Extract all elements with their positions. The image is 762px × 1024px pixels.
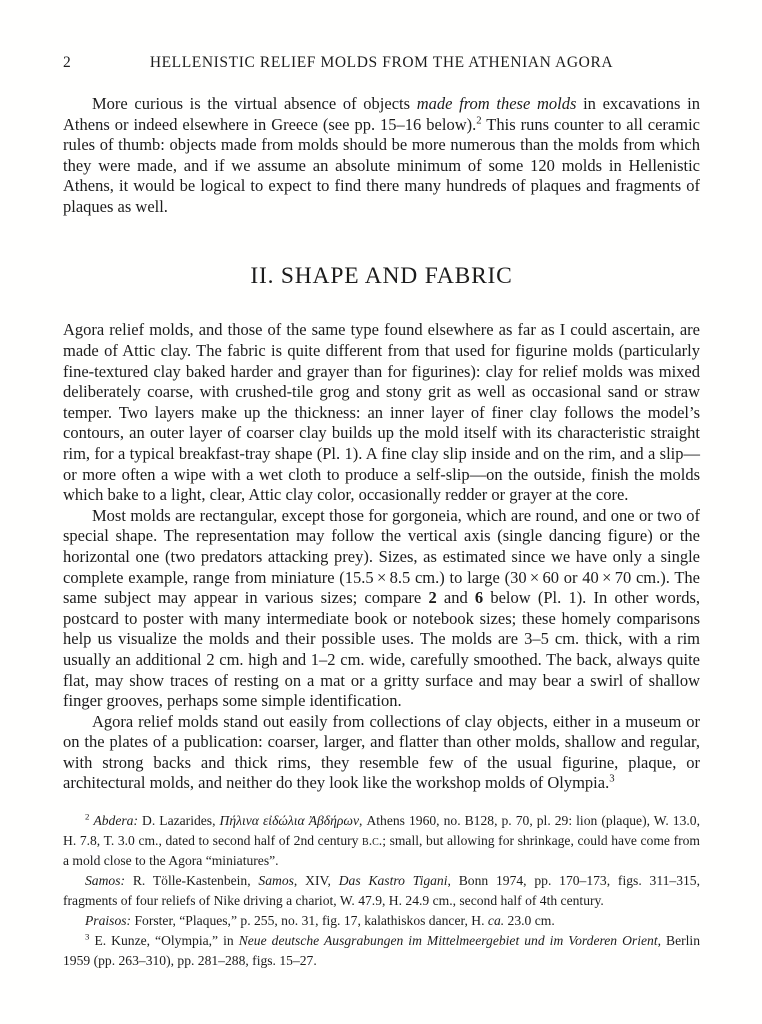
page-header — [63, 54, 700, 74]
paragraph-comparison: Agora relief molds stand out easily from collections of clay objects, either in a museum or on the plates of a publication: coarser, larger, and flatter than other molds, shallow and regular, with strong backs and thick rims, they resemble few of the usual figurine, plaque, or architectural molds, and neither do they look like the workshop molds of Olympia.$^3$ — [63, 711, 700, 793]
paragraph-shape-sizes: Most molds are rectangular, except those for gorgoneia, which are round, and one or two of special shape. The representation may follow the vertical axis (single dancing figure) or the horizontal one (two predators attacking prey). Sizes, as estimated since we have only a single complete example, range from miniature (15.5 × 8.5 cm.) to large (30 × 60 or 40 × 70 cm.). The same subject may appear in various sizes; compare 2 and 6 below (Pl. 1). In other words, postcard to poster with many intermediate book or notebook sizes; these homely comparisons help us visualize the molds and their possible uses. The molds are 3–5 cm. thick, with a rim usually an additional 2 cm. high and 1–2 cm. wide, carefully smoothed. The back, always quite flat, may show traces of resting on a mat or a gritty surface and may bear a swirl of shallow finger grooves, perhaps some simple identification. — [63, 505, 700, 711]
running-title: HELLENISTIC RELIEF MOLDS FROM THE ATHENIAN AGORA — [149, 54, 614, 71]
footnote-abdera: $^2$ Abdera: D. Lazarides, Πήλινα εἰδώλια Ἀβδήρων, Athens 1960, no. B128, p. 70, pl. 29: lion (plaque), W. 13.0, H. 7.8, T. 3.0 cm., dated to second half of 2nd century b.c.; small, but allowing for shrinkage, could have come from a mold close to the Agora “miniatures”. — [63, 811, 700, 869]
footnote-samos: Samos: R. Tölle-Kastenbein, Samos, XIV, Das Kastro Tigani, Bonn 1974, pp. 170–173, figs. 311–315, fragments of four reliefs of Nike driving a chariot, W. 47.9, H. 24.9 cm., second half of 4th century. — [63, 873, 700, 909]
footnote-kunze: $^3$ E. Kunze, “Olympia,” in Neue deutsche Ausgrabungen im Mittelmeergebiet und im Vorderen Orient, Berlin 1959 (pp. 263–310), pp. 281–288, figs. 15–27. — [63, 931, 701, 969]
section-heading: II. SHAPE AND FABRIC — [250, 262, 513, 289]
footnotes-block — [63, 811, 700, 971]
paragraph-fabric: Agora relief molds, and those of the same type found elsewhere as far as I could ascertain, are made of Attic clay. The fabric is quite different from that used for figurine molds (particularly fine-textured clay baked harder and grayer than for figurines): clay for relief molds was mixed deliberately coarse, with crushed-tile grog and stony grit as well as occasional sand or straw temper. Two layers make up the thickness: an inner layer of finer clay follows the model’s contours, an outer layer of coarser clay builds up the mold itself with its characteristic straight rim, for a typical breakfast-tray shape (Pl. 1). A fine clay slip inside and on the rim, and a slip—or more often a wipe with a wet cloth to produce a self-slip—on the outside, finish the molds which bake to a light, clear, Attic clay color, occasionally redder or grayer at the core. — [63, 320, 700, 505]
paragraph-absence-of-objects: More curious is the virtual absence of objects made from these molds in excavations in Athens or indeed elsewhere in Greece (see pp. 15–16 below).$^2$ This runs counter to all ceramic rules of thumb: objects made from molds should be more numerous than the molds from which they were made, and if we assume an absolute minimum of some 120 molds in Hellenistic Athens, it would be logical to expect to find there many hundreds of plaques and fragments of plaques as well. — [63, 94, 700, 216]
footnote-praisos: Praisos: Forster, “Plaques,” p. 255, no. 31, fig. 17, kalathiskos dancer, H. ca. 23.0 cm. — [85, 913, 555, 929]
page-number: 2 — [63, 54, 71, 71]
